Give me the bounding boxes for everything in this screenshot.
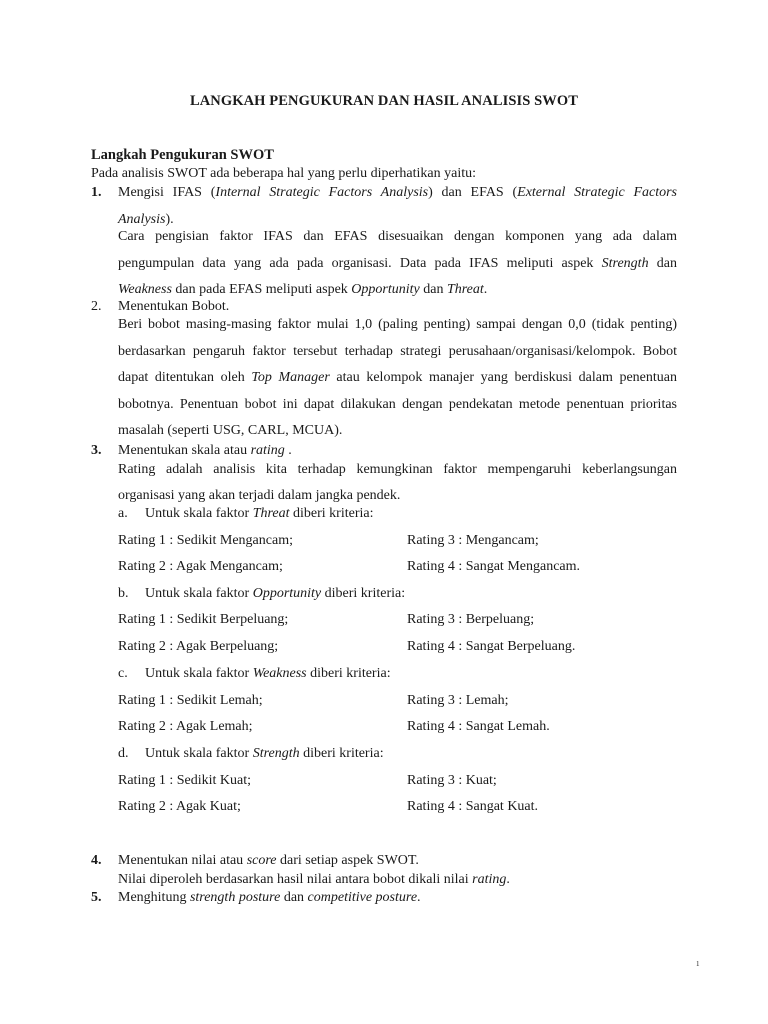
rating-item: Rating 3 : Lemah; — [407, 693, 509, 708]
rating-item: Rating 3 : Kuat; — [407, 773, 497, 788]
criteria-c-heading: c. Untuk skala faktor Weakness diberi kriteria: — [118, 666, 391, 681]
document-title: LANGKAH PENGUKURAN DAN HASIL ANALISIS SWOT — [189, 93, 579, 109]
criteria-b-heading: b. Untuk skala faktor Opportunity diberi kriteria: — [118, 586, 406, 601]
rating-item: Rating 3 : Berpeluang; — [407, 612, 535, 627]
step-2-heading: Menentukan Bobot. — [118, 299, 230, 314]
step-3-heading: Menentukan skala atau rating . — [118, 443, 292, 458]
rating-item: Rating 2 : Agak Kuat; — [118, 799, 241, 814]
step-1-title-cont: Analysis). — [118, 212, 174, 227]
step-2-description: Beri bobot masing-masing faktor mulai 1,0 (paling penting) sampai dengan 0,0 (tidak penting) berdasarkan pengaruh faktor tersebut terhadap strategi perusahaan/organisasi/kelompok. Bobot dapat ditentukan oleh Top Manager atau kelompok manajer yang berdiskusi dalam penentuan bobotnya. Penentuan bobot ini dapat dilakukan dengan pendekatan metode penentuan prioritas masalah (seperti USG, CARL, MCUA). — [118, 317, 677, 438]
step-4-description: Nilai diperoleh berdasarkan hasil nilai antara bobot dikali nilai rating. — [118, 872, 510, 887]
step-1-description: Cara pengisian faktor IFAS dan EFAS disesuaikan dengan komponen yang ada dalam pengumpulan data yang ada pada organisasi. Data pada IFAS meliputi aspek Strength dan Weakness dan pada EFAS meliputi aspek Opportunity dan Threat. — [118, 229, 677, 297]
page-number: 1 — [696, 960, 700, 968]
rating-item: Rating 1 : Sedikit Berpeluang; — [118, 612, 289, 627]
criteria-d-heading: d. Untuk skala faktor Strength diberi kriteria: — [118, 746, 384, 761]
step-1-title: Mengisi IFAS (Internal Strategic Factors Analysis) dan EFAS (External Strategic Factors — [118, 185, 678, 200]
section-heading: Langkah Pengukuran SWOT — [91, 147, 274, 163]
rating-item: Rating 4 : Sangat Mengancam. — [407, 559, 581, 574]
rating-item: Rating 2 : Agak Berpeluang; — [118, 639, 279, 654]
criteria-a-heading: a. Untuk skala faktor Threat diberi kriteria: — [118, 506, 374, 521]
step-4-number: 4. — [91, 853, 102, 868]
step-3-description: Rating adalah analisis kita terhadap kemungkinan faktor mempengaruhi keberlangsungan organisasi yang akan terjadi dalam jangka pendek. — [118, 462, 677, 503]
rating-item: Rating 4 : Sangat Lemah. — [407, 719, 550, 734]
intro-text: Pada analisis SWOT ada beberapa hal yang perlu diperhatikan yaitu: — [91, 166, 476, 181]
rating-item: Rating 1 : Sedikit Mengancam; — [118, 533, 293, 548]
rating-item: Rating 2 : Agak Lemah; — [118, 719, 253, 734]
step-5-number: 5. — [91, 890, 102, 905]
step-3-number: 3. — [91, 443, 102, 458]
step-4-heading: Menentukan nilai atau score dari setiap aspek SWOT. — [118, 853, 419, 868]
step-1-number: 1. — [91, 185, 102, 200]
rating-item: Rating 1 : Sedikit Lemah; — [118, 693, 263, 708]
rating-item: Rating 3 : Mengancam; — [407, 533, 539, 548]
rating-item: Rating 2 : Agak Mengancam; — [118, 559, 283, 574]
step-5-heading: Menghitung strength posture dan competitive posture. — [118, 890, 421, 905]
rating-item: Rating 4 : Sangat Kuat. — [407, 799, 539, 814]
rating-item: Rating 1 : Sedikit Kuat; — [118, 773, 251, 788]
rating-item: Rating 4 : Sangat Berpeluang. — [407, 639, 576, 654]
step-2-number: 2. — [91, 299, 102, 314]
